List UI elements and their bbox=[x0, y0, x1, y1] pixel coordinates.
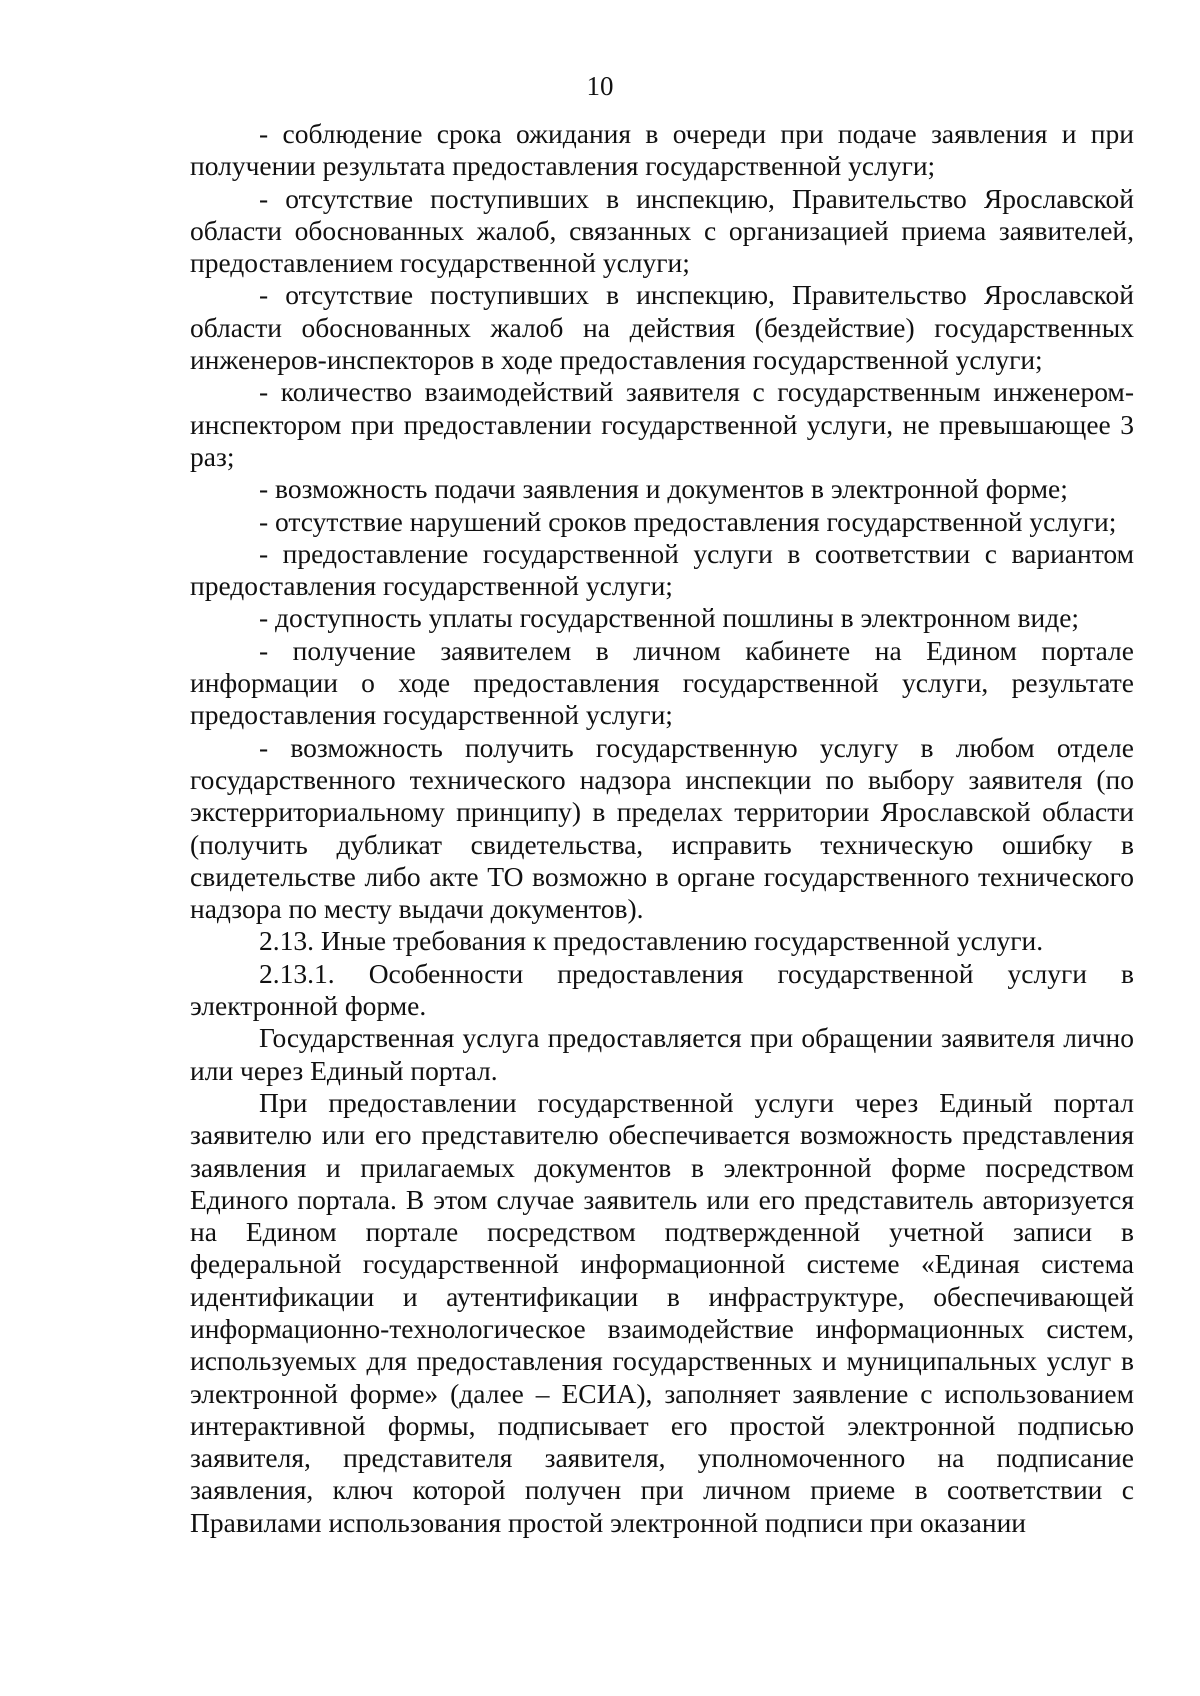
paragraph-electronic-payment: - доступность уплаты государственной пошлины в электронном виде; bbox=[259, 602, 1080, 634]
paragraph-no-complaints-inspectors: - отсутствие поступивших в инспекцию, Правительство Ярославской области обоснованных жалоб на действия (бездействие) государственных инженеров-инспекторов в ходе предоставления государственной услуги; bbox=[190, 279, 1134, 376]
paragraph-service-variant: - предоставление государственной услуги в соответствии с вариантом предоставления государственной услуги; bbox=[190, 537, 1134, 602]
paragraph-no-deadline-violations: - отсутствие нарушений сроков предоставления государственной услуги; bbox=[259, 505, 1117, 537]
paragraph-unified-portal-procedure: При предоставлении государственной услуги через Единый портал заявителю или его представителю обеспечивается возможность представления заявления и прилагаемых документов в электронной форме посредством Единого портала. В этом случае заявитель или его представитель авторизуется на Едином портале посредством подтвержденной учетной записи в федеральной государственной информационной системе «Единая система идентификации и аутентификации в инфраструктуре, обеспечивающей информационно-технологическое взаимодействие информационных систем, используемых для предоставления государственных и муниципальных услуг в электронной форме» (далее – ЕСИА), заполняет заявление с использованием интерактивной формы, подписывает его простой электронной подписью заявителя, представителя заявителя, уполномоченного на подписание заявления, ключ которой получен при личном приеме в соответствии с Правилами использования простой электронной подписи при оказании bbox=[190, 1086, 1134, 1538]
paragraph-waiting-time: - соблюдение срока ожидания в очереди при подаче заявления и при получении результата предоставления государственной услуги; bbox=[190, 118, 1134, 182]
paragraph-section-2-13: 2.13. Иные требования к предоставлению государственной услуги. bbox=[259, 925, 1044, 957]
document-body bbox=[190, 118, 1134, 1539]
paragraph-interaction-count: - количество взаимодействий заявителя с государственным инженером-инспектором при предоставлении государственной услуги, не превышающее 3 раз; bbox=[190, 376, 1134, 472]
page-number: 10 bbox=[586, 71, 614, 101]
paragraph-extraterritorial-principle: - возможность получить государственную услугу в любом отделе государственного технического надзора инспекции по выбору заявителя (по экстерриториальному принципу) в пределах территории Ярославской области (получить дубликат свидетельства, исправить техническую ошибку в свидетельстве либо акте ТО возможно в органе государственного технического надзора по месту выдачи документов). bbox=[190, 731, 1134, 925]
paragraph-personal-account-info: - получение заявителем в личном кабинете на Едином портале информации о ходе предоставления государственной услуги, результате предоставления государственной услуги; bbox=[190, 634, 1134, 731]
paragraph-electronic-submission: - возможность подачи заявления и документов в электронной форме; bbox=[259, 473, 1068, 505]
paragraph-section-2-13-1: 2.13.1. Особенности предоставления государственной услуги в электронной форме. bbox=[190, 957, 1134, 1022]
paragraph-service-provision-methods: Государственная услуга предоставляется при обращении заявителя лично или через Единый портал. bbox=[190, 1022, 1134, 1086]
paragraph-no-complaints-reception: - отсутствие поступивших в инспекцию, Правительство Ярославской области обоснованных жалоб, связанных с организацией приема заявителей, предоставлением государственной услуги; bbox=[190, 182, 1134, 279]
